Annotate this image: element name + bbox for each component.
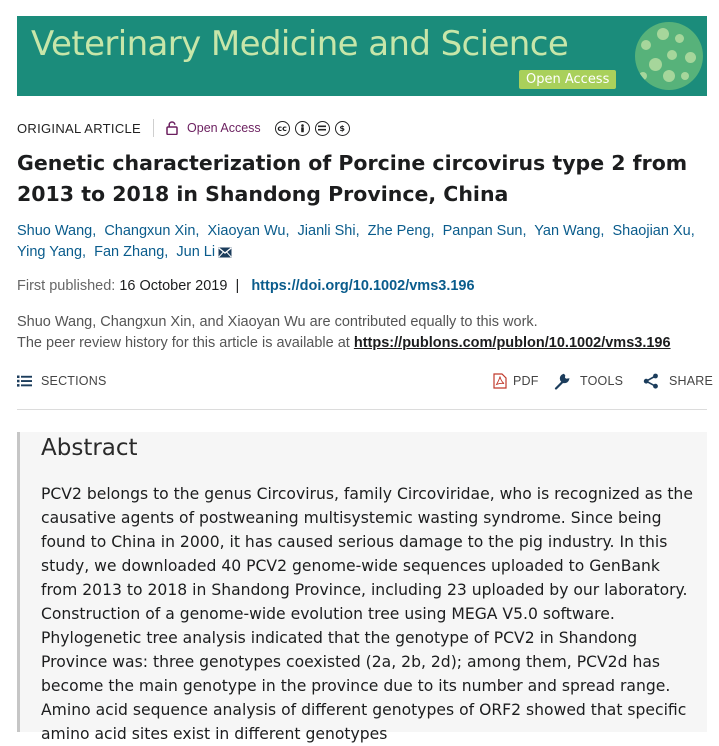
open-lock-icon [166, 121, 178, 135]
author-link[interactable]: Jianli Shi [297, 223, 356, 239]
author-link[interactable]: Ying Yang [17, 244, 83, 260]
author-link[interactable]: Jun Li [176, 244, 216, 260]
tools-label: TOOLS [580, 374, 624, 388]
author-link[interactable]: Zhe Peng [367, 223, 431, 239]
abstract-section [17, 432, 707, 743]
author-link[interactable]: Fan Zhang [94, 244, 165, 260]
pdf-label: PDF [513, 374, 539, 388]
share-icon [643, 373, 659, 389]
open-access-badge: Open Access [519, 70, 616, 89]
tools-button[interactable] [553, 369, 623, 393]
doi-link[interactable]: https://doi.org/10.1002/vms3.196 [251, 278, 475, 294]
pdf-icon [493, 373, 507, 389]
article-meta-row [17, 117, 355, 139]
cc-icon[interactable]: cc [275, 121, 290, 136]
mail-icon[interactable] [218, 247, 232, 258]
journal-name: Veterinary Medicine and Science [31, 24, 569, 64]
abstract-heading: Abstract [41, 435, 138, 461]
author-link[interactable]: Shuo Wang [17, 223, 93, 239]
divider [153, 119, 154, 137]
article-toolbar [17, 369, 714, 410]
journal-banner[interactable] [17, 16, 707, 96]
article-type: ORIGINAL ARTICLE [17, 120, 142, 136]
author-link[interactable]: Changxun Xin [104, 223, 196, 239]
journal-emblem-icon [635, 22, 703, 90]
by-icon[interactable] [295, 121, 310, 136]
author-link[interactable]: Shaojian Xu [612, 223, 691, 239]
equal-icon[interactable] [315, 121, 330, 136]
author-link[interactable]: Yan Wang [534, 223, 601, 239]
peer-review-text: The peer review history for this article is available at [17, 335, 350, 351]
pdf-button[interactable] [493, 369, 539, 393]
abstract-text: PCV2 belongs to the genus Circovirus, family Circoviridae, who is recognized as the causative agents of postweaning multisystemic wasting syndrome. Since being found to China in 2000, it has caused serious damage to the pig industry. In this study, we downloaded 40 PCV2 genome-wide sequences uploaded to GenBank from 2013 to 2018 in Shandong Province, including 23 uploaded by our laboratory. Construction of a genome-wide evolution tree using MEGA V5.0 software. Phylogenetic tree analysis indicated that the genotype of PCV2 in Shandong Province was: three genotypes coexisted (2a, 2b, 2d); among them, PCV2d has become the main genotype in the province due to its number and spread range. Amino acid sequence analysis of different genotypes of ORF2 showed that specific amino acid sites exist in different genotypes [41, 485, 693, 743]
wrench-icon [553, 373, 570, 390]
equal-contribution-note: Shuo Wang, Changxun Xin, and Xiaoyan Wu are contributed equally to this work. [17, 314, 538, 330]
author-link[interactable]: Xiaoyan Wu [207, 223, 286, 239]
noncommercial-icon[interactable]: $ [335, 121, 350, 136]
sections-button[interactable] [17, 369, 107, 393]
first-published-label: First published: [17, 278, 116, 294]
share-label: SHARE [669, 374, 714, 388]
list-icon [17, 375, 32, 387]
author-link[interactable]: Panpan Sun [442, 223, 523, 239]
author-list: Shuo Wang, Changxun Xin, Xiaoyan Wu, Jianli Shi, Zhe Peng, Panpan Sun, Yan Wang, Shaojian Xu, Ying Yang, Fan Zhang, Jun Li [17, 223, 699, 260]
sections-label: SECTIONS [41, 374, 107, 388]
publons-link[interactable]: https://publons.com/publon/10.1002/vms3.196 [353, 335, 671, 351]
peer-review-note [17, 333, 671, 354]
share-button[interactable] [643, 369, 713, 393]
article-title: Genetic characterization of Porcine circovirus type 2 from 2013 to 2018 in Shandong Province, China [17, 151, 688, 206]
open-access-label: Open Access [187, 121, 261, 135]
first-published-date: 16 October 2019 [119, 278, 228, 294]
article-notes [17, 312, 671, 354]
publication-info: First published: 16 October 2019 | https://doi.org/10.1002/vms3.196 [17, 278, 475, 294]
